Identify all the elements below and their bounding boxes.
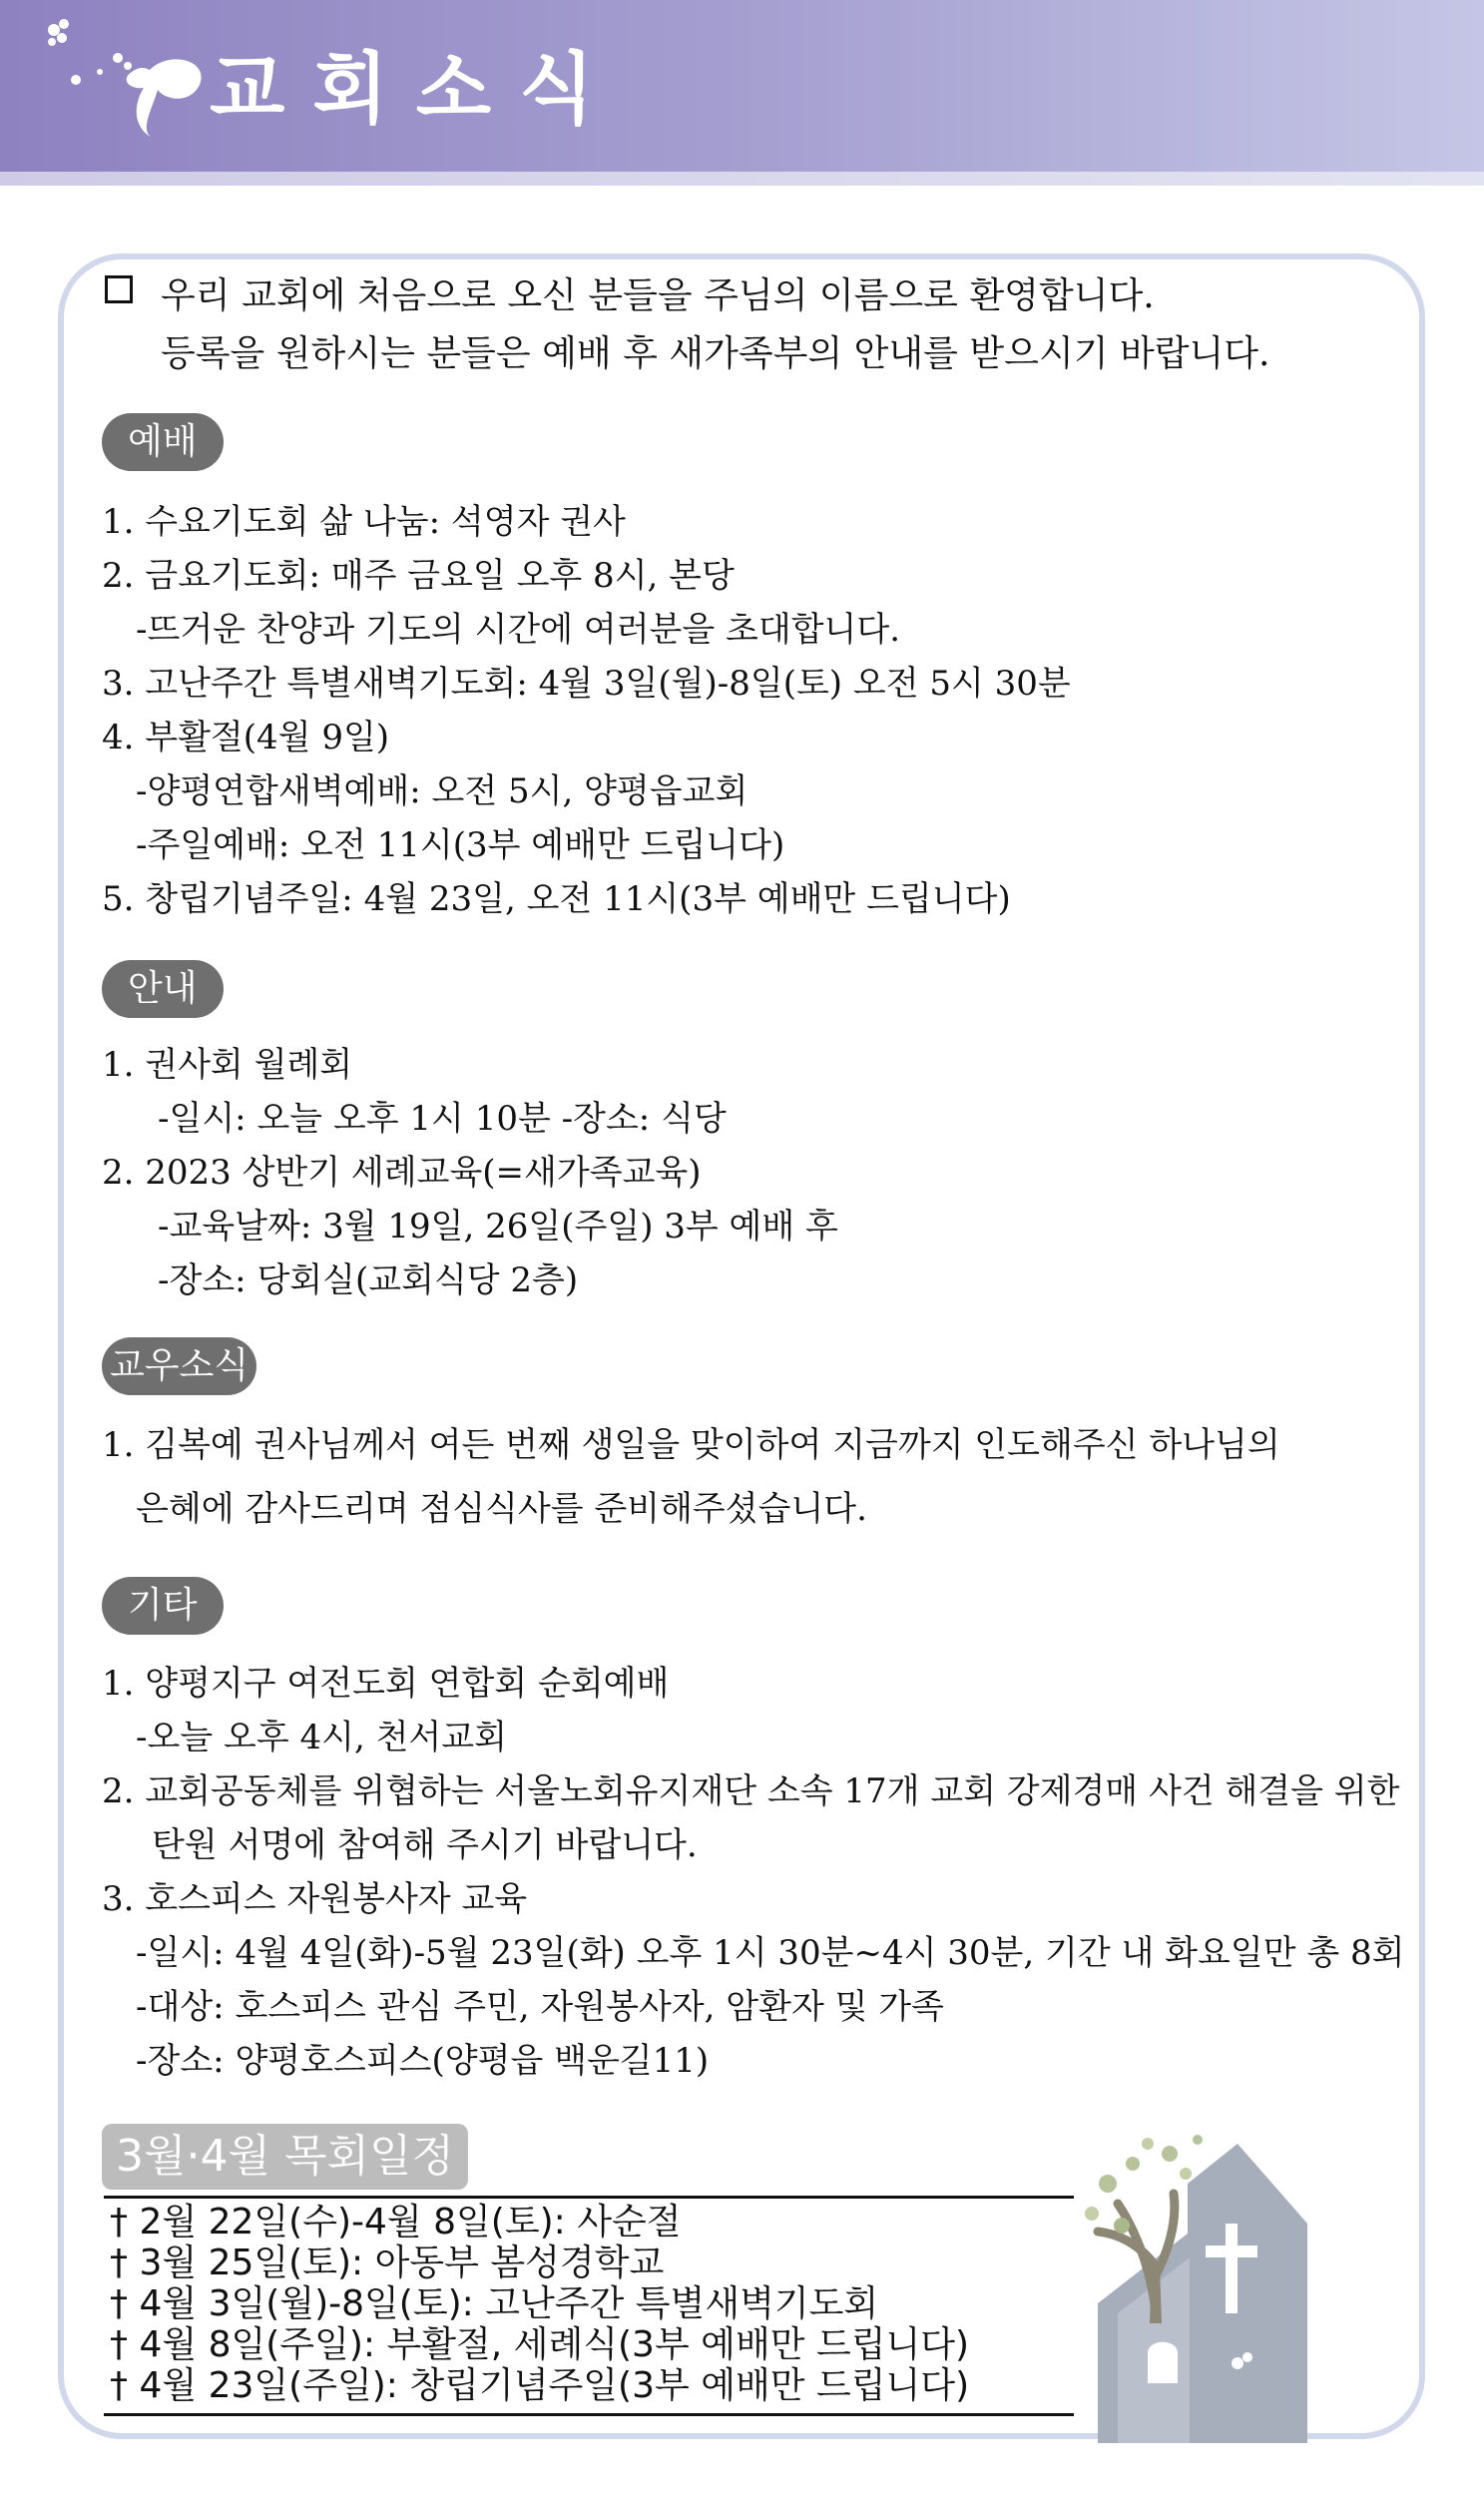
list-item: 1. 양평지구 여전도회 연합회 순회예배 [102,1664,670,1704]
list-item: -대상: 호스피스 관심 주민, 자원봉사자, 암환자 및 가족 [136,1987,944,2027]
header-underline [0,172,1484,186]
worship-section [102,495,1071,926]
list-item: -교육날짜: 3월 19일, 26일(주일) 3부 예배 후 [158,1207,838,1247]
list-item: 3. 고난주간 특별새벽기도회: 4월 3일(월)-8일(토) 오전 5시 30분 [102,664,1071,704]
schedule-item: † 4월 3일(월)-8일(토): 고난주간 특별새벽기도회 [110,2283,879,2324]
list-item: 2. 2023 상반기 세례교육(=새가족교육) [102,1153,702,1193]
list-item: -일시: 4월 4일(화)-5월 23일(화) 오후 1시 30분~4시 30분, 기간 내 화요일만 총 8회 [136,1933,1405,1973]
list-item: -오늘 오후 4시, 천서교회 [136,1718,507,1757]
list-item: -주일예배: 오전 11시(3부 예배만 드립니다) [136,825,785,865]
list-item: 4. 부활절(4월 9일) [102,718,390,757]
butterfly-flower-icon [40,10,220,140]
list-item: 2. 교회공동체를 위협하는 서울노회유지재단 소속 17개 교회 강제경매 사건 해결을 위한 [102,1771,1400,1811]
schedule-title: 3월·4월 목회일정 [102,2124,468,2190]
list-item: -뜨거운 찬양과 기도의 시간에 여러분을 초대합니다. [136,610,901,650]
checkbox-bullet-icon [105,275,133,303]
list-item: 5. 창립기념주일: 4월 23일, 오전 11시(3부 예배만 드립니다) [102,879,1011,919]
list-item: -장소: 당회실(교회식당 2층) [158,1260,579,1300]
schedule-item: † 2월 22일(수)-4월 8일(토): 사순절 [110,2202,682,2243]
schedule-top-rule [104,2196,1074,2199]
etc-section [102,1657,1404,2088]
church-tree-icon [1078,2114,1327,2443]
schedule-item: † 3월 25일(토): 아동부 봄성경학교 [110,2243,665,2283]
schedule-list [110,2202,969,2406]
welcome-message [105,267,1270,383]
list-item: 은혜에 감사드리며 점심식사를 준비해주셨습니다. [136,1489,867,1529]
section-label-worship: 예배 [102,413,224,471]
list-item: 탄원 서명에 참여해 주시기 바랍니다. [152,1825,698,1865]
welcome-line-1: 우리 교회에 처음으로 오신 분들을 주님의 이름으로 환영합니다. [161,275,1155,316]
list-item: 1. 수요기도회 삶 나눔: 석영자 권사 [102,502,626,542]
schedule-bottom-rule [104,2413,1074,2416]
notice-section [102,1038,838,1307]
list-item: -장소: 양평호스피스(양평읍 백운길11) [136,2041,710,2081]
section-label-etc: 기타 [102,1577,224,1635]
members-section [102,1413,1280,1541]
schedule-item: † 4월 8일(주일): 부활절, 세례식(3부 예배만 드립니다) [110,2324,970,2365]
list-item: 3. 호스피스 자원봉사자 교육 [102,1879,528,1919]
list-item: -일시: 오늘 오후 1시 10분 -장소: 식당 [158,1099,727,1139]
list-item: 2. 금요기도회: 매주 금요일 오후 8시, 본당 [102,556,735,596]
section-label-members: 교우소식 [102,1337,256,1395]
list-item: 1. 김복예 권사님께서 여든 번째 생일을 맞이하여 지금까지 인도해주신 하나님의 [102,1425,1280,1465]
page-title: 교회소식 [210,45,623,135]
list-item: -양평연합새벽예배: 오전 5시, 양평읍교회 [136,771,748,811]
section-label-notice: 안내 [102,960,224,1018]
welcome-line-2: 등록을 원하시는 분들은 예배 후 새가족부의 안내를 받으시기 바랍니다. [161,333,1270,374]
schedule-item: † 4월 23일(주일): 창립기념주일(3부 예배만 드립니다) [110,2365,970,2406]
header-banner [0,0,1484,180]
list-item: 1. 권사회 월례회 [102,1045,353,1085]
